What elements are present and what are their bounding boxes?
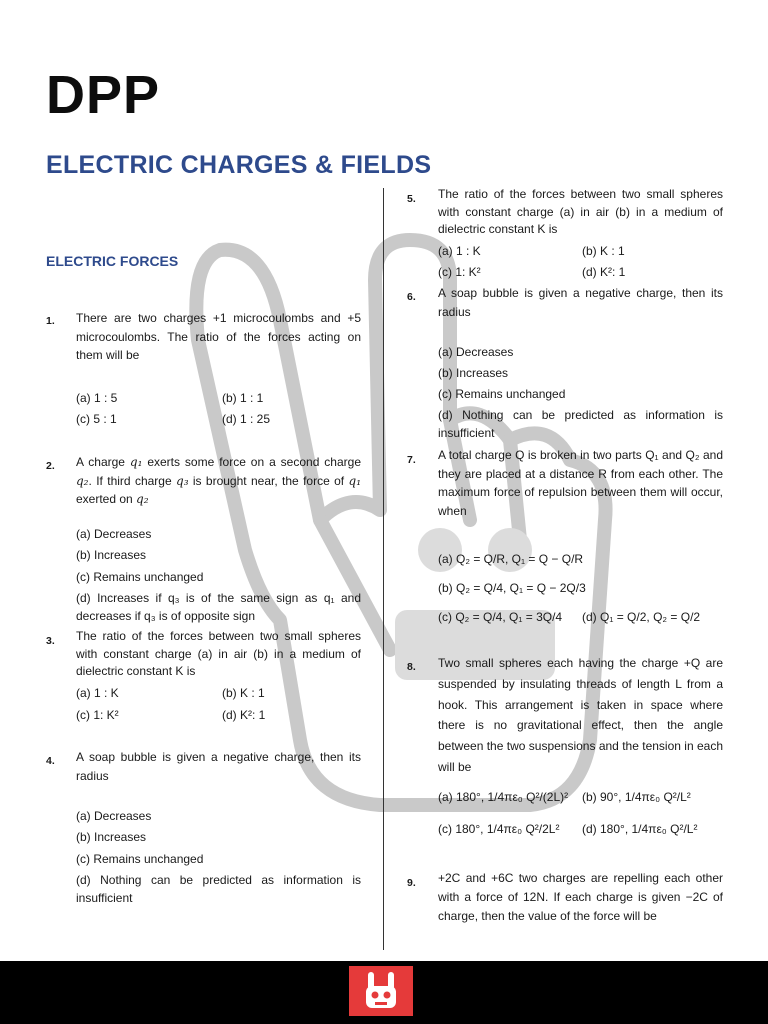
- option-a: (a) 1 : K: [76, 686, 119, 700]
- option-a: (a) 1 : 5: [76, 391, 118, 405]
- option-b: (b) Q₂ = Q/4, Q₁ = Q − 2Q/3: [438, 581, 586, 595]
- option-d: (d) Nothing can be predicted as information is insufficient: [76, 873, 361, 905]
- option-c: (c) 180°, 1/4πε₀ Q²/2L²: [438, 822, 560, 836]
- option-c: (c) Remains unchanged: [438, 387, 566, 401]
- question-number: 4.: [46, 755, 55, 767]
- question-text: There are two charges +1 microcoulombs and +5 microcoulombs. The ratio of the forces acting on them will be: [76, 311, 361, 362]
- question-text: A total charge Q is broken in two parts Q₁ and Q₂ and they are placed at a distance R from each other. The maximum force of repulsion between them will occur, when: [438, 448, 723, 518]
- option-a: (a) Decreases: [76, 527, 152, 541]
- option-b: (b) Increases: [76, 548, 147, 562]
- question-number: 6.: [407, 291, 416, 303]
- option-d: (d) K²: 1: [582, 265, 626, 279]
- option-c: (c) 5 : 1: [76, 412, 117, 426]
- question-text: The ratio of the forces between two small spheres with constant charge (a) in air (b) in a medium of dielectric constant K is: [76, 629, 361, 678]
- option-b: (b) Increases: [76, 830, 147, 844]
- option-d: (d) Q₁ = Q/2, Q₂ = Q/2: [582, 610, 701, 624]
- option-c: (c) Remains unchanged: [76, 852, 204, 866]
- question-text: The ratio of the forces between two small spheres with constant charge (a) in air (b) in a medium of dielectric constant K is: [438, 187, 723, 236]
- option-c: (c) Remains unchanged: [76, 570, 204, 584]
- question-text: A charge q₁ exerts some force on a second charge q₂. If third charge q₃ is brought near, the force of q₁ exerted on q₂: [76, 455, 362, 506]
- question-text: A soap bubble is given a negative charge, then its radius: [76, 750, 361, 783]
- subject-heading: ELECTRIC CHARGES & FIELDS: [46, 151, 432, 179]
- question-number: 3.: [46, 635, 55, 647]
- document-title: DPP: [46, 65, 161, 125]
- question-number: 9.: [407, 877, 416, 889]
- option-b: (b) K : 1: [222, 686, 265, 700]
- question-number: 2.: [46, 460, 55, 472]
- question-number: 8.: [407, 661, 416, 673]
- option-b: (b) Increases: [438, 366, 509, 380]
- option-d: (d) 1 : 25: [222, 412, 271, 426]
- option-a: (a) 180°, 1/4πε₀ Q²/(2L)²: [438, 790, 569, 804]
- option-d: (d) 180°, 1/4πε₀ Q²/L²: [582, 822, 698, 836]
- question-text: A soap bubble is given a negative charge, then its radius: [438, 286, 723, 319]
- option-d: (d) K²: 1: [222, 708, 266, 722]
- question-text: +2C and +6C two charges are repelling each other with a force of 12N. If each charge is given −2C of charge, then the value of the force will be: [438, 871, 723, 923]
- rock-hand-icon: [349, 966, 413, 1016]
- option-c: (c) 1: K²: [76, 708, 119, 722]
- question-text: Two small spheres each having the charge +Q are suspended by insulating threads of length L from a hook. This arrangement is taken in space where there is no gravitational effect, then the angle between the two suspensions and the tension in each will be: [438, 656, 723, 774]
- option-b: (b) 1 : 1: [222, 391, 264, 405]
- column-divider: [383, 188, 384, 950]
- option-b: (b) 90°, 1/4πε₀ Q²/L²: [582, 790, 691, 804]
- option-c: (c) Q₂ = Q/4, Q₁ = 3Q/4: [438, 610, 563, 624]
- option-d: (d) Increases if q₃ is of the same sign as q₁ and decreases if q₃ is of opposite sign: [76, 591, 361, 623]
- option-a: (a) 1 : K: [438, 244, 481, 258]
- brand-logo: [349, 966, 413, 1016]
- option-d: (d) Nothing can be predicted as information is insufficient: [438, 408, 723, 440]
- question-number: 7.: [407, 454, 416, 466]
- option-a: (a) Q₂ = Q/R, Q₁ = Q − Q/R: [438, 552, 584, 566]
- question-number: 1.: [46, 315, 55, 327]
- option-a: (a) Decreases: [438, 345, 514, 359]
- section-heading: ELECTRIC FORCES: [46, 253, 179, 269]
- option-b: (b) K : 1: [582, 244, 625, 258]
- option-a: (a) Decreases: [76, 809, 152, 823]
- question-number: 5.: [407, 193, 416, 205]
- option-c: (c) 1: K²: [438, 265, 481, 279]
